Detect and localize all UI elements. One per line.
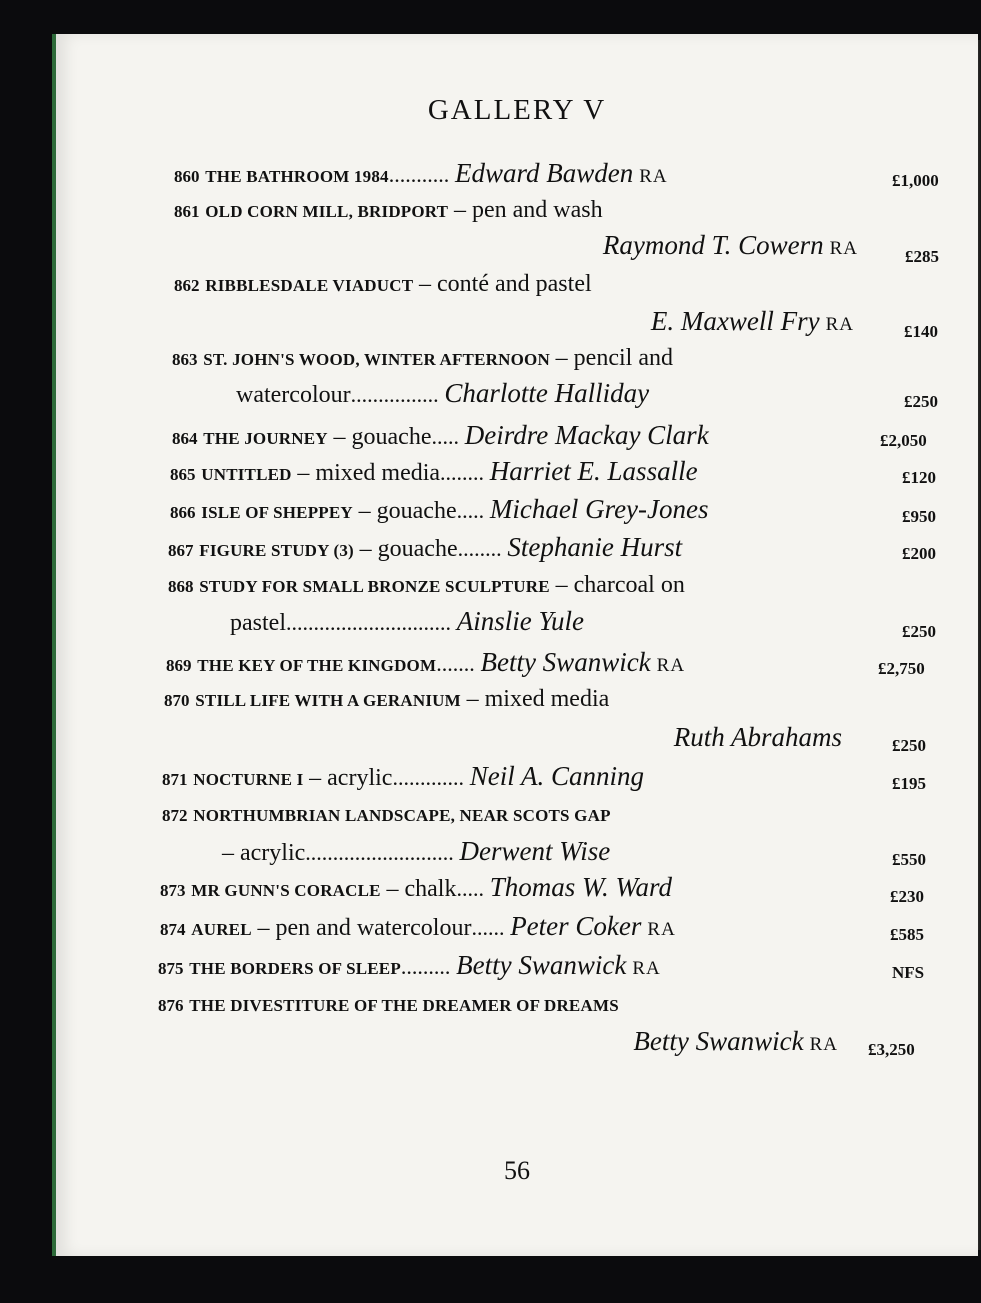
artist-name: Charlotte Halliday [444, 378, 650, 408]
entry-872-cont [222, 836, 610, 868]
dot-leader: ...... [471, 915, 505, 940]
entry-864 [172, 420, 709, 454]
artist-name: Michael Grey-Jones [489, 494, 709, 524]
entry-number: 863 [172, 350, 198, 369]
ra-tag: RA [656, 655, 686, 676]
artist-name: Betty Swanwick [480, 647, 651, 677]
price-868: £250 [902, 622, 936, 641]
entry-title: ST. JOHN'S WOOD, WINTER AFTERNOON [203, 350, 550, 369]
entry-medium: pastel [230, 610, 286, 636]
entry-number: 868 [168, 577, 194, 596]
entry-medium: – acrylic [222, 840, 306, 866]
artist-name: Raymond T. Cowern [602, 230, 824, 260]
price-860: £1,000 [892, 171, 939, 190]
price-865: £120 [902, 468, 936, 487]
entry-number: 872 [162, 806, 188, 825]
price-864: £2,050 [880, 431, 927, 450]
entry-medium: – gouache [333, 424, 432, 450]
ra-tag: RA [825, 314, 854, 335]
price-861: £285 [905, 247, 939, 266]
dot-leader: ....... [436, 651, 475, 676]
dot-leader: ..... [456, 876, 484, 901]
entry-number: 864 [172, 429, 198, 448]
entry-number: 876 [158, 996, 184, 1015]
dot-leader: ........ [440, 460, 485, 485]
entry-medium: – pencil and [555, 345, 673, 371]
ra-tag: RA [639, 166, 668, 187]
dot-leader: ........... [388, 162, 450, 187]
entry-medium: – mixed media [466, 686, 610, 712]
entry-861 [174, 195, 603, 227]
entry-number: 871 [162, 770, 188, 789]
artist-name: Peter Coker [510, 911, 642, 941]
entry-title: THE JOURNEY [203, 429, 328, 448]
entry-medium: – gouache [359, 536, 458, 562]
entry-title: STUDY FOR SMALL BRONZE SCULPTURE [199, 577, 550, 596]
entry-863-cont [236, 378, 649, 410]
entry-medium: – acrylic [309, 765, 393, 791]
entry-title: AUREL [191, 920, 252, 939]
catalogue-entries [56, 34, 978, 1256]
artist-line-862 [651, 306, 854, 337]
artist-line-870 [674, 722, 842, 753]
dot-leader: ................ [350, 382, 439, 407]
entry-871 [162, 761, 644, 795]
artist-name: Betty Swanwick [456, 950, 627, 980]
dot-leader: ............. [392, 765, 464, 790]
entry-number: 870 [164, 691, 190, 710]
entry-title: MR GUNN'S CORACLE [191, 881, 381, 900]
price-874: £585 [890, 925, 924, 944]
entry-title: OLD CORN MILL, BRIDPORT [205, 202, 449, 221]
artist-name: Betty Swanwick [633, 1026, 804, 1056]
artist-name: Deirdre Mackay Clark [464, 420, 709, 450]
entry-title: RIBBLESDALE VIADUCT [205, 276, 414, 295]
dot-leader: ..... [456, 498, 485, 523]
entry-medium: watercolour [236, 382, 351, 408]
price-871: £195 [892, 774, 926, 793]
entry-title: NOCTURNE I [193, 770, 304, 789]
entry-873 [160, 872, 672, 906]
entry-title: THE KEY OF THE KINGDOM [197, 656, 437, 675]
artist-name: Edward Bawden [455, 158, 634, 188]
ra-tag: RA [829, 238, 858, 259]
entry-title: STILL LIFE WITH A GERANIUM [195, 691, 461, 710]
entry-865 [170, 456, 698, 490]
ra-tag: RA [647, 919, 676, 940]
entry-876 [158, 989, 619, 1021]
artist-name: Harriet E. Lassalle [489, 456, 698, 486]
price-873: £230 [890, 887, 924, 906]
entry-863 [172, 343, 673, 375]
gallery-title: GALLERY V [427, 94, 607, 126]
entry-number: 875 [158, 959, 184, 978]
entry-title: ISLE OF SHEPPEY [201, 503, 353, 522]
entry-868-cont [230, 606, 584, 638]
price-869: £2,750 [878, 659, 925, 678]
entry-title: UNTITLED [201, 465, 292, 484]
price-867: £200 [902, 544, 936, 563]
artist-name: Neil A. Canning [469, 761, 644, 791]
artist-name: Ruth Abrahams [673, 722, 842, 752]
entry-860 [174, 158, 668, 192]
entry-medium: – mixed media [297, 460, 441, 486]
dot-leader: .............................. [285, 610, 451, 635]
entry-870 [164, 684, 609, 716]
entry-number: 860 [174, 167, 200, 186]
artist-line-861 [603, 230, 858, 261]
entry-872 [162, 799, 611, 831]
entry-medium: – pen and wash [453, 197, 603, 223]
entry-medium: – charcoal on [555, 572, 685, 598]
entry-862 [174, 269, 592, 301]
entry-867 [168, 532, 682, 566]
dot-leader: ..... [431, 424, 459, 449]
artist-name: Stephanie Hurst [507, 532, 683, 562]
entry-title: FIGURE STUDY (3) [199, 541, 354, 560]
artist-name: Ainslie Yule [456, 606, 584, 636]
page-number: 56 [504, 1156, 530, 1185]
entry-medium: – conté and pastel [419, 271, 592, 297]
entry-868 [168, 570, 685, 602]
dot-leader: ........ [457, 536, 502, 561]
price-870: £250 [892, 736, 926, 755]
ra-tag: RA [632, 958, 661, 979]
price-872: £550 [892, 850, 926, 869]
entry-title: THE BORDERS OF SLEEP [189, 959, 401, 978]
entry-medium: – pen and watercolour [257, 915, 472, 941]
dot-leader: ......... [400, 954, 451, 979]
ra-tag: RA [809, 1034, 838, 1055]
artist-line-876 [633, 1026, 838, 1057]
artist-name: Derwent Wise [459, 836, 611, 866]
entry-number: 867 [168, 541, 194, 560]
entry-number: 861 [174, 202, 200, 221]
price-876: £3,250 [868, 1040, 915, 1059]
price-863: £250 [904, 392, 938, 411]
entry-title: THE BATHROOM 1984 [205, 167, 389, 186]
price-862: £140 [904, 322, 938, 341]
price-875: NFS [892, 963, 925, 982]
entry-title: NORTHUMBRIAN LANDSCAPE, NEAR SCOTS GAP [193, 806, 611, 825]
entry-medium: – chalk [386, 876, 457, 902]
entry-number: 869 [166, 656, 192, 675]
entry-number: 873 [160, 881, 186, 900]
entry-number: 865 [170, 465, 196, 484]
entry-medium: – gouache [358, 498, 457, 524]
entry-866 [170, 494, 709, 528]
entry-title: THE DIVESTITURE OF THE DREAMER OF DREAMS [189, 996, 619, 1015]
dot-leader: ........................... [305, 840, 454, 865]
price-866: £950 [902, 507, 936, 526]
artist-name: Thomas W. Ward [489, 872, 673, 902]
entry-number: 866 [170, 503, 196, 522]
entry-874 [160, 911, 676, 945]
entry-number: 874 [160, 920, 186, 939]
entry-869 [166, 647, 685, 681]
artist-name: E. Maxwell Fry [650, 306, 820, 336]
catalogue-page [52, 34, 978, 1256]
entry-number: 862 [174, 276, 200, 295]
entry-875 [158, 950, 661, 984]
